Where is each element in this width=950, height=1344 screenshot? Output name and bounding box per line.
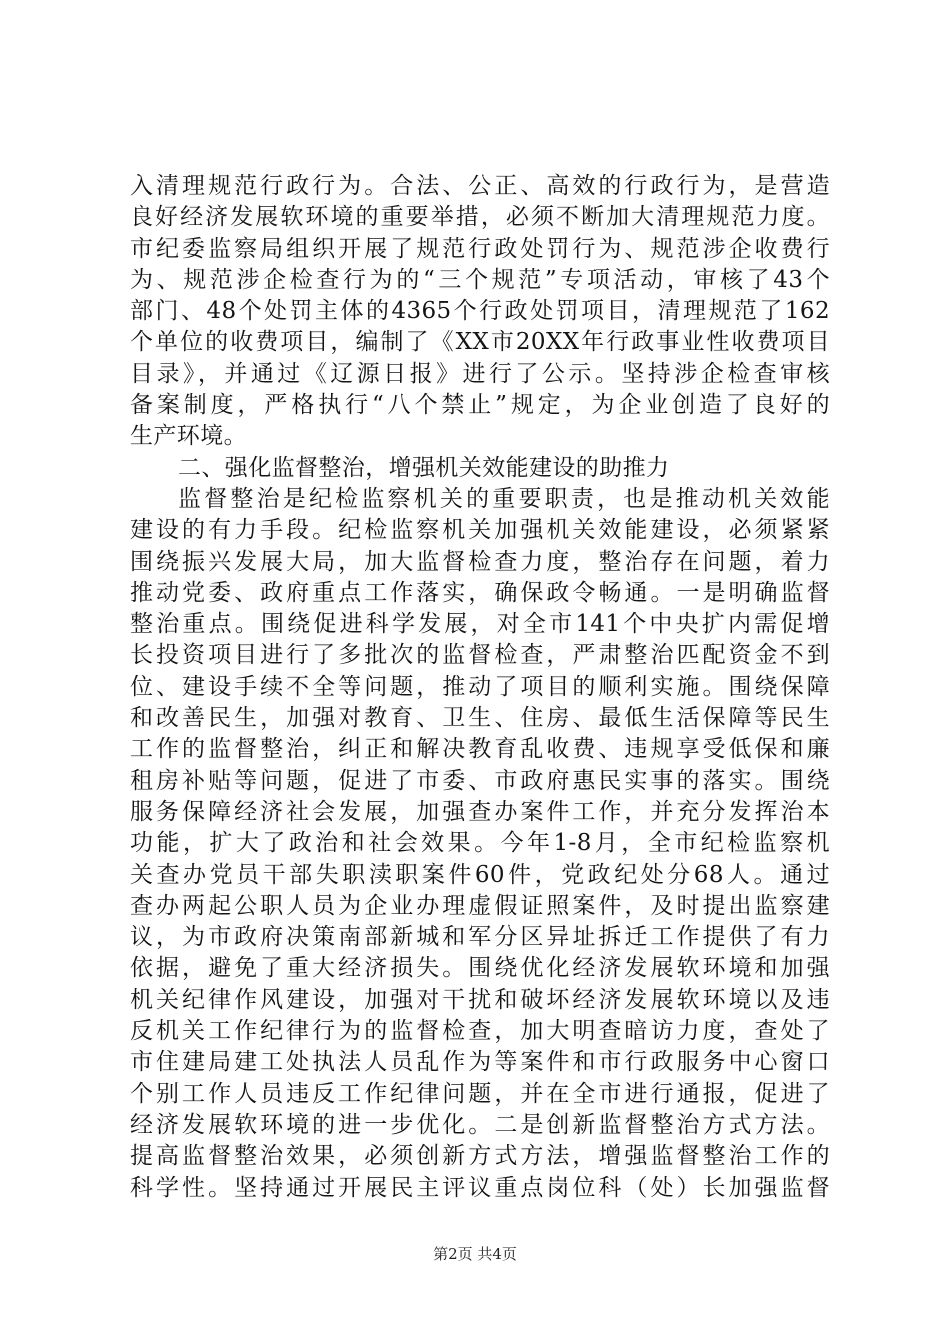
body-text bbox=[130, 171, 830, 1204]
text-line: 建设的有力手段。纪检监察机关加强机关效能建设，必须紧紧 bbox=[130, 517, 830, 544]
page-footer: 第2页 共4页 bbox=[433, 1245, 517, 1263]
text-line: 个别工作人员违反工作纪律问题，并在全市进行通报，促进了 bbox=[130, 1080, 830, 1107]
text-line: 良好经济发展软环境的重要举措，必须不断加大清理规范力度。 bbox=[130, 204, 830, 231]
text-line: 和改善民生，加强对教育、卫生、住房、最低生活保障等民生 bbox=[130, 705, 830, 732]
text-line: 个单位的收费项目，编制了《XX市20XX年行政事业性收费项目 bbox=[130, 329, 830, 356]
text-line: 反机关工作纪律行为的监督检查，加大明查暗访力度，查处了 bbox=[130, 1018, 830, 1045]
text-line: 推动党委、政府重点工作落实，确保政令畅通。一是明确监督 bbox=[130, 579, 830, 606]
text-line: 关查办党员干部失职渎职案件60件，党政纪处分68人。通过 bbox=[130, 861, 830, 888]
text-line: 目录》，并通过《辽源日报》进行了公示。坚持涉企检查审核 bbox=[130, 360, 830, 387]
text-line: 租房补贴等问题，促进了市委、市政府惠民实事的落实。围绕 bbox=[130, 767, 830, 794]
text-line: 监督整治是纪检监察机关的重要职责，也是推动机关效能 bbox=[178, 485, 830, 512]
section-heading: 二、强化监督整治，增强机关效能建设的助推力 bbox=[178, 454, 670, 481]
text-line: 查办两起公职人员为企业办理虚假证照案件，及时提出监察建 bbox=[130, 892, 830, 919]
text-line: 经济发展软环境的进一步优化。二是创新监督整治方式方法。 bbox=[130, 1111, 830, 1138]
text-line: 市住建局建工处执法人员乱作为等案件和市行政服务中心窗口 bbox=[130, 1049, 830, 1076]
text-line: 部门、48个处罚主体的4365个行政处罚项目，清理规范了162 bbox=[130, 298, 830, 325]
text-line: 入清理规范行政行为。合法、公正、高效的行政行为，是营造 bbox=[130, 173, 830, 199]
text-line: 为、规范涉企检查行为的“三个规范”专项活动，审核了43个 bbox=[130, 266, 830, 293]
text-line: 长投资项目进行了多批次的监督检查，严肃整治匹配资金不到 bbox=[130, 642, 830, 669]
text-line: 工作的监督整治，纠正和解决教育乱收费、违规享受低保和廉 bbox=[130, 736, 830, 763]
text-line: 机关纪律作风建设，加强对干扰和破坏经济发展软环境以及违 bbox=[130, 986, 830, 1013]
text-line: 备案制度，严格执行“八个禁止”规定，为企业创造了良好的 bbox=[130, 392, 830, 419]
text-line: 服务保障经济社会发展，加强查办案件工作，并充分发挥治本 bbox=[130, 798, 830, 825]
text-line: 功能，扩大了政治和社会效果。今年1-8月，全市纪检监察机 bbox=[130, 830, 830, 857]
text-line: 位、建设手续不全等问题，推动了项目的顺利实施。围绕保障 bbox=[130, 673, 830, 700]
text-line: 科学性。坚持通过开展民主评议重点岗位科（处）长加强监督 bbox=[130, 1174, 830, 1201]
text-line: 市纪委监察局组织开展了规范行政处罚行为、规范涉企收费行 bbox=[130, 235, 830, 262]
text-line: 生产环境。 bbox=[130, 423, 247, 450]
text-line: 依据，避免了重大经济损失。围绕优化经济发展软环境和加强 bbox=[130, 955, 830, 982]
text-line: 整治重点。围绕促进科学发展，对全市141个中央扩内需促增 bbox=[130, 611, 830, 638]
text-line: 围绕振兴发展大局，加大监督检查力度，整治存在问题，着力 bbox=[130, 548, 830, 575]
text-line: 议，为市政府决策南部新城和军分区异址拆迁工作提供了有力 bbox=[130, 924, 830, 951]
text-line: 提高监督整治效果，必须创新方式方法，增强监督整治工作的 bbox=[130, 1143, 830, 1170]
